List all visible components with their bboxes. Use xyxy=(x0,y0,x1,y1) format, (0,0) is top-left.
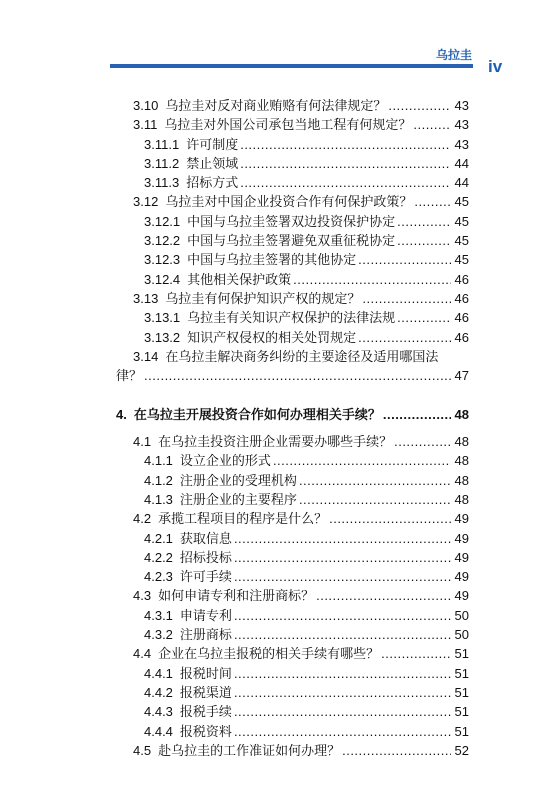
toc-entry-page: 43 xyxy=(454,117,469,133)
toc-entry-page: 45 xyxy=(454,213,469,229)
toc-entry-title: 如何申请专利和注册商标？ xyxy=(158,588,315,604)
toc-entry[interactable] xyxy=(116,192,469,211)
dot-leader xyxy=(299,471,451,490)
toc-entry-number: 3.11.1 xyxy=(144,136,180,152)
toc-entry-page: 48 xyxy=(454,472,469,488)
toc-entry-title: 设立企业的形式 xyxy=(179,453,271,469)
toc-entry-title: 在乌拉圭投资注册企业需要办哪些手续？ xyxy=(158,434,393,450)
toc-entry[interactable] xyxy=(116,606,469,625)
toc-entry-page: 48 xyxy=(454,434,469,450)
toc-entry-title: 赴乌拉圭的工作准证如何办理？ xyxy=(158,742,341,758)
section-gap xyxy=(116,385,469,404)
table-of-contents xyxy=(116,96,469,760)
dot-leader xyxy=(358,328,451,347)
toc-entry-page: 51 xyxy=(454,646,469,662)
toc-entry-title: 注册企业的受理机构 xyxy=(179,472,297,488)
toc-entry-page: 50 xyxy=(454,627,469,643)
toc-chapter-entry[interactable] xyxy=(116,405,469,424)
toc-entry-number: 3.12.3 xyxy=(144,252,181,268)
toc-entry-number: 3.14 xyxy=(133,348,159,364)
toc-entry-page: 51 xyxy=(454,665,469,681)
dot-leader xyxy=(240,154,451,173)
toc-entry-number: 3.12.4 xyxy=(144,271,181,287)
dot-leader xyxy=(234,567,451,586)
toc-entry[interactable] xyxy=(116,96,469,115)
toc-entry[interactable] xyxy=(116,529,469,548)
toc-entry-page: 45 xyxy=(454,233,469,249)
toc-entry[interactable] xyxy=(116,328,469,347)
toc-entry-number: 4.4.4 xyxy=(144,723,173,739)
toc-entry-number: 4.4 xyxy=(133,646,152,662)
toc-entry-page: 49 xyxy=(454,511,469,527)
toc-entry-title: 申请专利 xyxy=(179,607,232,623)
toc-entry[interactable] xyxy=(116,490,469,509)
dot-leader xyxy=(273,451,451,470)
toc-entry[interactable] xyxy=(116,644,469,663)
dot-leader xyxy=(240,173,451,192)
toc-entry-title: 报税资料 xyxy=(179,723,232,739)
dot-leader xyxy=(397,308,451,327)
toc-entry-title: 乌拉圭对中国企业投资合作有何保护政策？ xyxy=(165,194,413,210)
toc-entry-title: 中国与乌拉圭签署避免双重征税协定 xyxy=(187,233,396,249)
toc-entry[interactable] xyxy=(116,702,469,721)
dot-leader xyxy=(397,212,451,231)
toc-entry-page: 45 xyxy=(454,252,469,268)
toc-entry-page: 49 xyxy=(454,569,469,585)
toc-entry[interactable] xyxy=(116,115,469,134)
toc-entry-title: 招标投标 xyxy=(179,549,232,565)
toc-entry-title: 知识产权侵权的相关处罚规定 xyxy=(187,329,357,345)
toc-section-3 xyxy=(116,96,469,347)
toc-entry-page: 46 xyxy=(454,310,469,326)
toc-entry-page: 51 xyxy=(454,704,469,720)
toc-entry[interactable] xyxy=(116,741,469,760)
toc-chapter-page: 48 xyxy=(454,406,469,422)
toc-entry-title: 乌拉圭有何保护知识产权的规定？ xyxy=(165,290,361,306)
toc-entry-title: 报税渠道 xyxy=(179,684,232,700)
toc-entry-number: 4.3.1 xyxy=(144,607,173,623)
toc-entry-number: 4.3.2 xyxy=(144,627,173,643)
toc-entry[interactable] xyxy=(116,683,469,702)
toc-entry-number: 4.1.3 xyxy=(144,491,173,507)
toc-entry-title: 注册企业的主要程序 xyxy=(179,491,297,507)
toc-entry[interactable] xyxy=(116,308,469,327)
toc-entry-number: 4.4.2 xyxy=(144,684,173,700)
dot-leader xyxy=(362,289,451,308)
toc-entry[interactable] xyxy=(116,212,469,231)
toc-entry[interactable] xyxy=(116,270,469,289)
header-rule xyxy=(110,64,473,68)
toc-entry-number: 4.1.2 xyxy=(144,472,173,488)
toc-entry[interactable] xyxy=(116,509,469,528)
toc-entry-number: 3.13.2 xyxy=(144,329,181,345)
toc-entry[interactable] xyxy=(116,432,469,451)
toc-entry-number: 4.2 xyxy=(133,511,152,527)
toc-entry-number: 3.11.2 xyxy=(144,155,180,171)
dot-leader xyxy=(234,722,451,741)
toc-entry-title: 许可手续 xyxy=(179,569,232,585)
toc-entry[interactable] xyxy=(116,347,469,386)
toc-entry-title: 禁止领域 xyxy=(186,155,239,171)
toc-entry-page: 43 xyxy=(454,136,469,152)
toc-entry-page: 44 xyxy=(454,155,469,171)
toc-entry-number: 4.4.1 xyxy=(144,665,173,681)
toc-entry[interactable] xyxy=(116,451,469,470)
toc-entry-page: 48 xyxy=(454,491,469,507)
toc-entry-title: 注册商标 xyxy=(179,627,232,643)
toc-entry[interactable] xyxy=(116,471,469,490)
toc-section-4 xyxy=(116,432,469,760)
dot-leader xyxy=(234,702,451,721)
toc-entry-page: 52 xyxy=(454,742,469,758)
dot-leader xyxy=(397,231,451,250)
toc-entry-page: 48 xyxy=(454,453,469,469)
toc-entry-title: 企业在乌拉圭报税的相关手续有哪些？ xyxy=(158,646,380,662)
toc-entry-number: 4.4.3 xyxy=(144,704,173,720)
toc-entry[interactable] xyxy=(116,586,469,605)
toc-entry-page: 51 xyxy=(454,723,469,739)
dot-leader xyxy=(413,115,451,134)
toc-entry-number: 4.2.2 xyxy=(144,549,173,565)
toc-entry[interactable] xyxy=(116,135,469,154)
toc-entry-title: 乌拉圭对外国公司承包当地工程有何规定？ xyxy=(164,117,412,133)
toc-entry-number: 4.3 xyxy=(133,588,152,604)
toc-entry-title: 在乌拉圭解决商务纠纷的主要途径及适用哪国法 xyxy=(165,348,439,364)
toc-entry-page: 50 xyxy=(454,607,469,623)
toc-entry-line1 xyxy=(116,347,469,366)
toc-entry-title: 中国与乌拉圭签署双边投资保护协定 xyxy=(187,213,396,229)
dot-leader xyxy=(144,366,451,385)
toc-entry[interactable] xyxy=(116,625,469,644)
toc-entry-number: 4.5 xyxy=(133,742,152,758)
toc-chapter-number: 4. xyxy=(116,406,127,422)
toc-entry-line2 xyxy=(116,366,469,385)
dot-leader xyxy=(234,548,451,567)
toc-entry-title: 报税时间 xyxy=(179,665,232,681)
dot-leader xyxy=(234,664,451,683)
dot-leader xyxy=(234,529,451,548)
toc-entry-number: 3.10 xyxy=(133,98,159,113)
toc-entry-number: 4.2.3 xyxy=(144,569,173,585)
toc-entry-number: 3.12 xyxy=(133,194,159,210)
dot-leader xyxy=(293,270,451,289)
dot-leader xyxy=(381,644,451,663)
section-gap xyxy=(116,424,469,432)
toc-entry-number: 3.11.3 xyxy=(144,175,180,191)
page-number: iv xyxy=(488,57,503,76)
dot-leader xyxy=(316,586,451,605)
toc-entry-title: 获取信息 xyxy=(179,530,232,546)
toc-entry-page: 47 xyxy=(454,368,469,384)
toc-entry-number: 3.12.1 xyxy=(144,213,181,229)
toc-entry-page: 46 xyxy=(454,271,469,287)
dot-leader xyxy=(342,741,451,760)
toc-entry-number: 3.11 xyxy=(133,117,158,133)
toc-entry-title: 其他相关保护政策 xyxy=(187,271,292,287)
toc-entry-number: 3.12.2 xyxy=(144,233,181,249)
toc-entry-page: 49 xyxy=(454,549,469,565)
toc-entry[interactable] xyxy=(116,289,469,308)
dot-leader xyxy=(394,432,451,451)
toc-entry-title: 承揽工程项目的程序是什么？ xyxy=(158,511,328,527)
toc-entry-number: 3.13 xyxy=(133,290,159,306)
dot-leader xyxy=(383,405,451,424)
toc-entry-page: 46 xyxy=(454,290,469,306)
toc-entry-title-continued: 律？ xyxy=(116,368,143,384)
toc-entry-number: 3.13.1 xyxy=(144,310,181,326)
toc-entry-title: 报税手续 xyxy=(179,704,232,720)
toc-entry[interactable] xyxy=(116,567,469,586)
toc-entry-page: 49 xyxy=(454,588,469,604)
toc-entry-number: 4.1 xyxy=(133,434,152,450)
toc-entry-page: 44 xyxy=(454,175,469,191)
toc-entry[interactable] xyxy=(116,548,469,567)
dot-leader xyxy=(358,250,451,269)
toc-entry-title: 许可制度 xyxy=(186,136,239,152)
toc-entry[interactable] xyxy=(116,173,469,192)
toc-entry-number: 4.1.1 xyxy=(144,453,173,469)
toc-entry-title: 中国与乌拉圭签署的其他协定 xyxy=(187,252,357,268)
dot-leader xyxy=(234,606,451,625)
toc-entry[interactable] xyxy=(116,722,469,741)
toc-entry-title: 乌拉圭有关知识产权保护的法律法规 xyxy=(187,310,396,326)
toc-entry[interactable] xyxy=(116,231,469,250)
toc-entry[interactable] xyxy=(116,250,469,269)
toc-entry-title: 乌拉圭对反对商业贿赂有何法律规定？ xyxy=(165,98,387,113)
toc-entry-page: 46 xyxy=(454,329,469,345)
dot-leader xyxy=(234,683,451,702)
toc-entry[interactable] xyxy=(116,154,469,173)
toc-entry-page: 43 xyxy=(454,98,469,113)
dot-leader xyxy=(234,625,451,644)
toc-entry-title: 招标方式 xyxy=(186,175,239,191)
dot-leader xyxy=(414,192,451,211)
dot-leader xyxy=(240,135,451,154)
toc-entry[interactable] xyxy=(116,664,469,683)
running-header-title: 乌拉圭 xyxy=(436,48,473,62)
dot-leader xyxy=(299,490,451,509)
dot-leader xyxy=(388,96,451,115)
dot-leader xyxy=(329,509,451,528)
toc-chapter-title: 在乌拉圭开展投资合作如何办理相关手续？ xyxy=(133,406,381,422)
toc-entry-page: 51 xyxy=(454,684,469,700)
toc-entry-page: 45 xyxy=(454,194,469,210)
toc-entry-page: 49 xyxy=(454,530,469,546)
toc-entry-number: 4.2.1 xyxy=(144,530,173,546)
